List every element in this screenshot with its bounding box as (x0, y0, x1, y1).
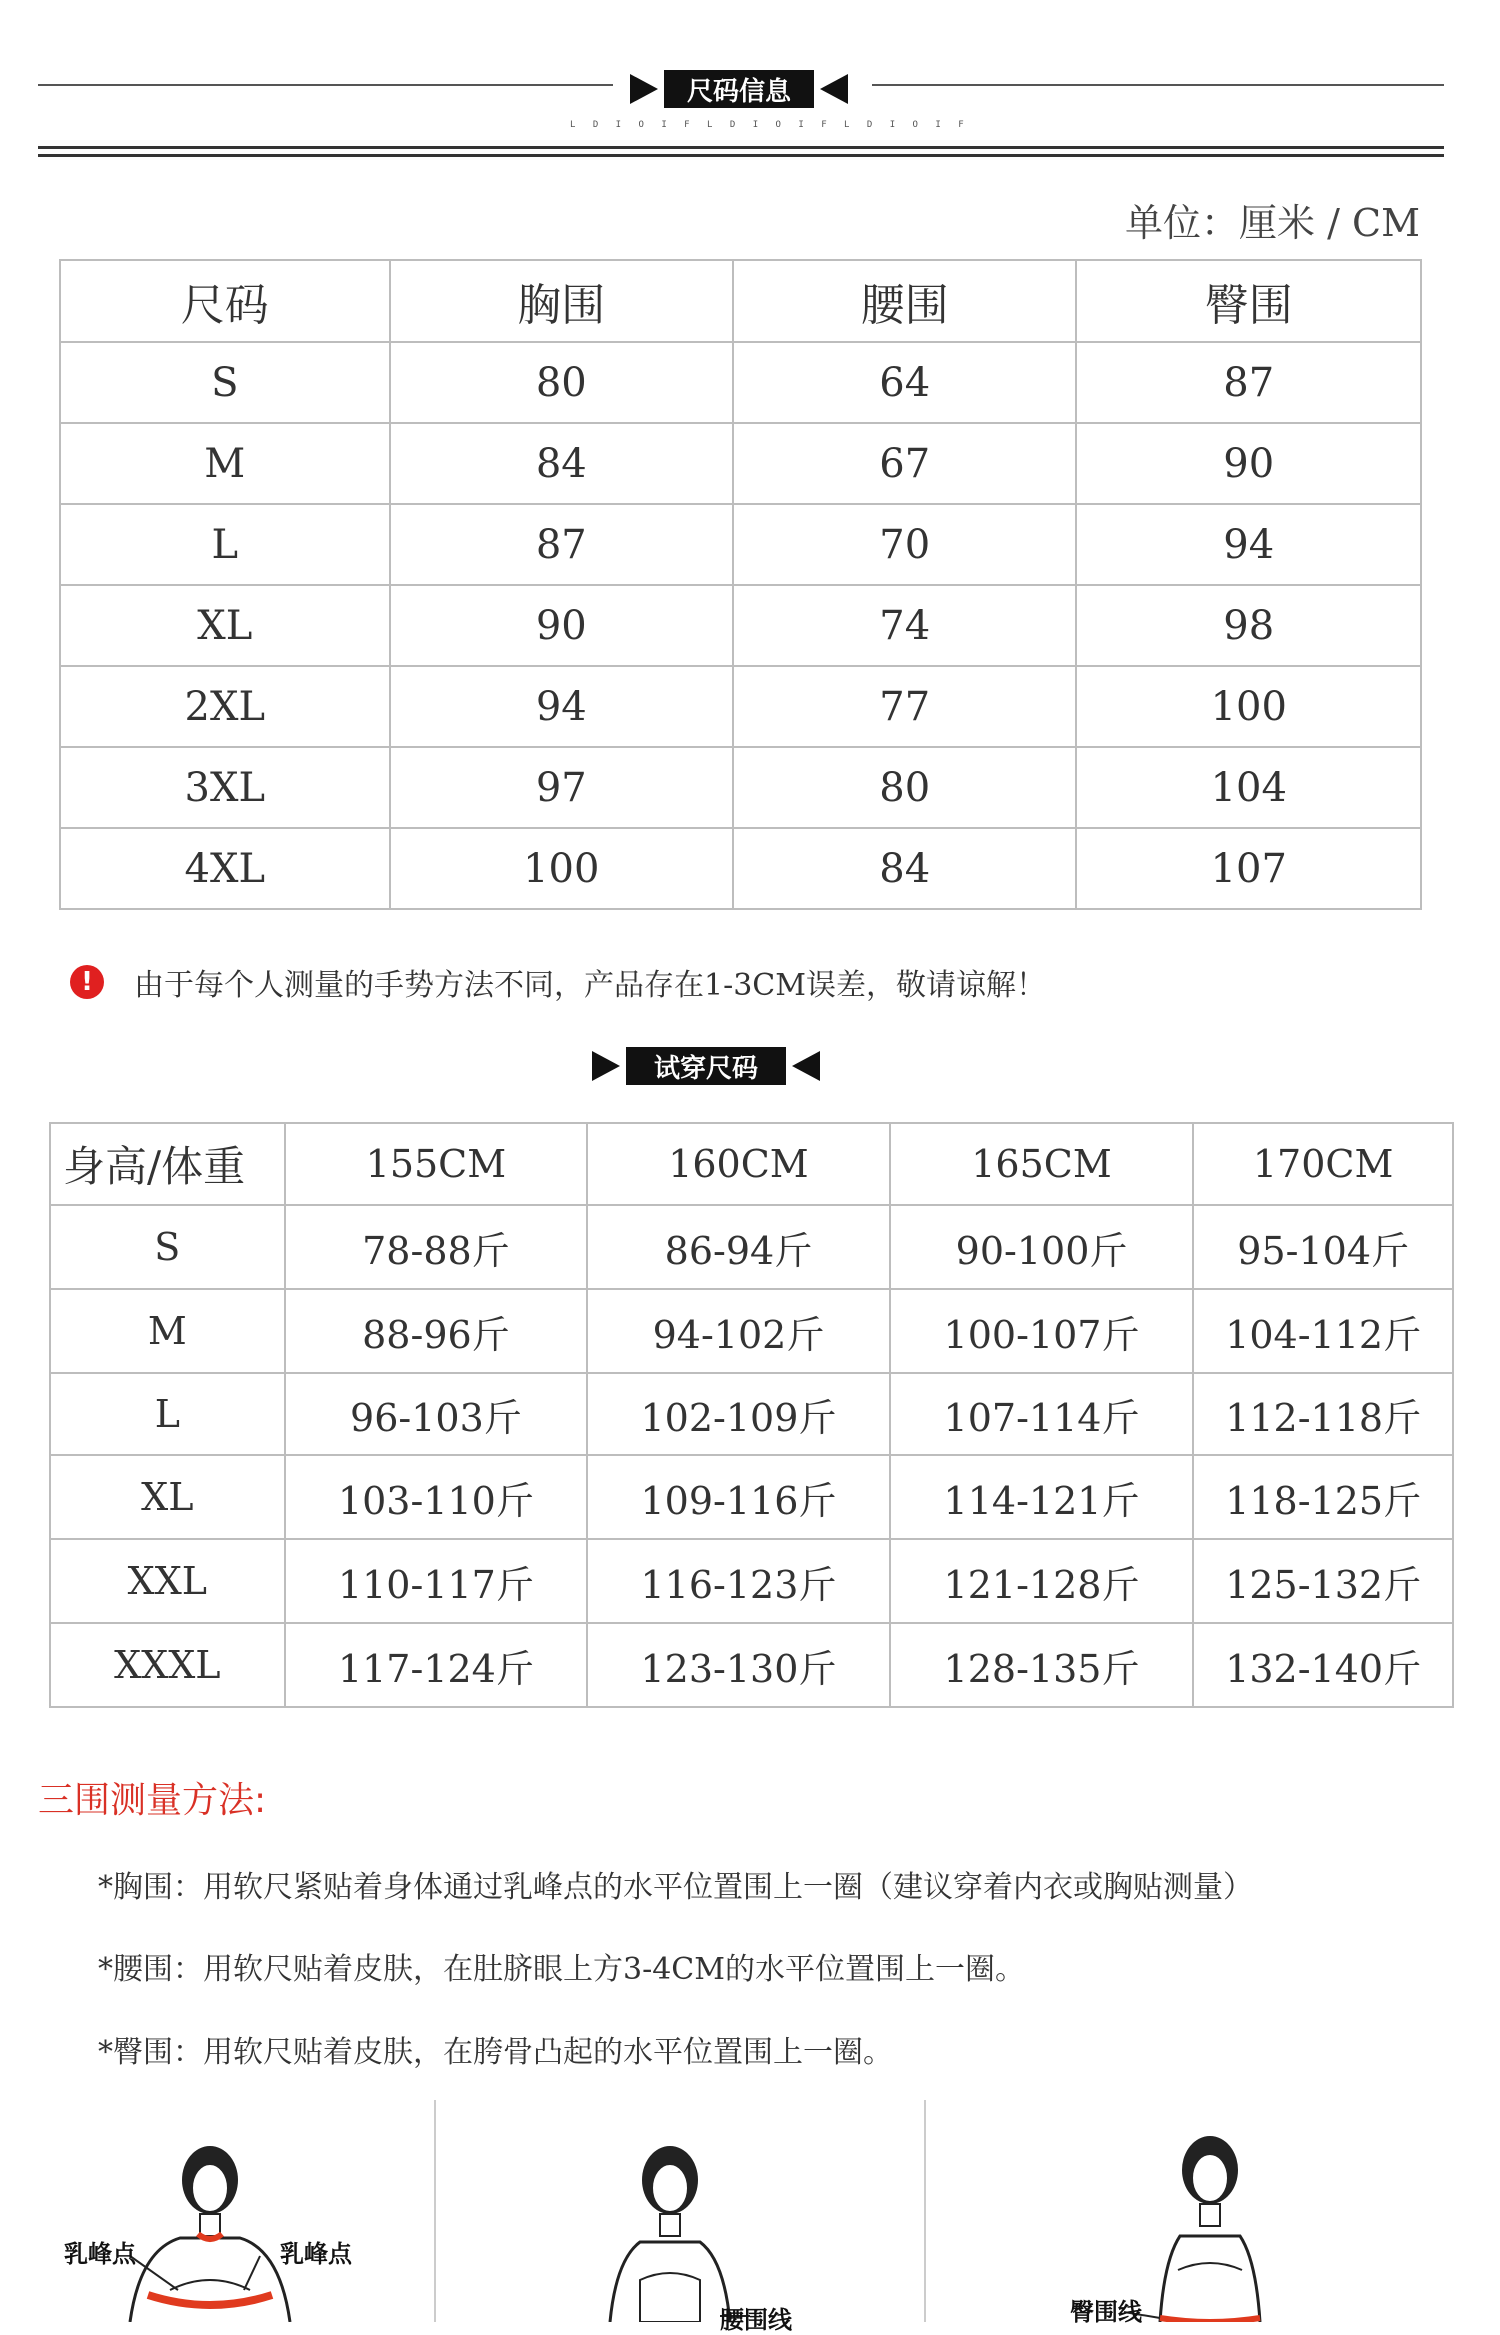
exclamation-circle-icon: ! (70, 965, 104, 999)
table-cell: S (50, 1205, 285, 1289)
table-cell: 97 (390, 747, 734, 828)
header-cell: 臀围 (1076, 260, 1421, 342)
table-cell: 88-96斤 (285, 1289, 588, 1373)
banner-arrow-left-icon (592, 1051, 620, 1081)
table-row (60, 747, 1421, 828)
figure-divider (434, 2100, 436, 2322)
table-cell: 86-94斤 (587, 1205, 890, 1289)
fit-table-header (50, 1123, 1453, 1205)
table-cell: 109-116斤 (587, 1455, 890, 1539)
fit-size-title: 试穿尺码 (626, 1047, 786, 1085)
table-cell: 90 (1076, 423, 1421, 504)
table-row (60, 666, 1421, 747)
table-cell: 116-123斤 (587, 1539, 890, 1623)
table-cell: 77 (733, 666, 1076, 747)
banner-decor-text: L D I O I F L D I O I F L D I O I F (570, 120, 970, 130)
table-cell: 114-121斤 (890, 1455, 1194, 1539)
table-cell: 100 (1076, 666, 1421, 747)
size-info-title: 尺码信息 (664, 70, 814, 108)
table-row (60, 342, 1421, 423)
table-cell: 80 (733, 747, 1076, 828)
measurement-note (70, 960, 1046, 1004)
waist-line-label: 腰围线 (720, 2306, 792, 2334)
size-table (59, 259, 1422, 910)
table-cell: 80 (390, 342, 734, 423)
table-cell: 84 (390, 423, 734, 504)
double-rule-bottom (38, 154, 1444, 157)
table-cell: 67 (733, 423, 1076, 504)
table-cell: XL (60, 585, 390, 666)
measure-line-waist: *腰围：用软尺贴着皮肤，在肚脐眼上方3-4CM的水平位置围上一圈。 (98, 1952, 1025, 1987)
table-cell: 94 (390, 666, 734, 747)
table-cell: 107-114斤 (890, 1373, 1194, 1455)
measure-line-hip: *臀围：用软尺贴着皮肤，在胯骨凸起的水平位置围上一圈。 (98, 2035, 893, 2070)
table-cell: 125-132斤 (1193, 1539, 1453, 1623)
table-cell: M (60, 423, 390, 504)
table-cell: 104-112斤 (1193, 1289, 1453, 1373)
measurement-note-text: 由于每个人测量的手势方法不同，产品存在1-3CM误差，敬请谅解！ (134, 968, 1046, 1003)
fit-size-banner (592, 1047, 820, 1085)
table-cell: 70 (733, 504, 1076, 585)
table-cell: L (60, 504, 390, 585)
bust-point-label-left: 乳峰点 (64, 2240, 136, 2268)
table-row (60, 504, 1421, 585)
table-cell: 4XL (60, 828, 390, 909)
table-cell: XXXL (50, 1623, 285, 1707)
figure-divider (924, 2100, 926, 2322)
header-cell: 身高/体重 (50, 1123, 285, 1205)
double-rule-top (38, 146, 1444, 149)
table-cell: 100 (390, 828, 734, 909)
table-cell: 107 (1076, 828, 1421, 909)
table-cell: 87 (1076, 342, 1421, 423)
table-cell: 74 (733, 585, 1076, 666)
table-row (50, 1289, 1453, 1373)
table-row (50, 1455, 1453, 1539)
table-row (50, 1373, 1453, 1455)
table-cell: 121-128斤 (890, 1539, 1194, 1623)
header-cell: 170CM (1193, 1123, 1453, 1205)
table-cell: 102-109斤 (587, 1373, 890, 1455)
table-cell: 90 (390, 585, 734, 666)
size-info-banner (630, 70, 848, 108)
unit-label: 单位：厘米 / CM (1125, 201, 1420, 245)
waist-figure-illustration (560, 2130, 820, 2322)
table-cell: 104 (1076, 747, 1421, 828)
table-cell: L (50, 1373, 285, 1455)
banner-arrow-left-icon (630, 74, 658, 104)
table-cell: 117-124斤 (285, 1623, 588, 1707)
table-cell: 123-130斤 (587, 1623, 890, 1707)
table-row (50, 1623, 1453, 1707)
header-cell: 155CM (285, 1123, 588, 1205)
table-cell: 100-107斤 (890, 1289, 1194, 1373)
table-cell: S (60, 342, 390, 423)
header-cell: 160CM (587, 1123, 890, 1205)
table-cell: 87 (390, 504, 734, 585)
table-row (60, 828, 1421, 909)
table-row (60, 423, 1421, 504)
table-cell: XL (50, 1455, 285, 1539)
table-cell: 132-140斤 (1193, 1623, 1453, 1707)
table-row (60, 585, 1421, 666)
bust-figure-illustration (60, 2130, 390, 2322)
table-cell: 103-110斤 (285, 1455, 588, 1539)
header-cell: 胸围 (390, 260, 734, 342)
table-cell: 95-104斤 (1193, 1205, 1453, 1289)
table-cell: 118-125斤 (1193, 1455, 1453, 1539)
size-table-header (60, 260, 1421, 342)
table-cell: M (50, 1289, 285, 1373)
table-cell: 110-117斤 (285, 1539, 588, 1623)
banner-arrow-right-icon (820, 74, 848, 104)
bust-point-label-right: 乳峰点 (280, 2240, 352, 2268)
table-row (50, 1205, 1453, 1289)
table-cell: 3XL (60, 747, 390, 828)
table-cell: 90-100斤 (890, 1205, 1194, 1289)
table-cell: 98 (1076, 585, 1421, 666)
table-cell: 78-88斤 (285, 1205, 588, 1289)
banner-line-right (872, 84, 1444, 86)
hip-line-label: 臀围线 (1070, 2298, 1142, 2326)
header-cell: 165CM (890, 1123, 1194, 1205)
header-cell: 尺码 (60, 260, 390, 342)
table-cell: 128-135斤 (890, 1623, 1194, 1707)
measure-line-bust: *胸围：用软尺紧贴着身体通过乳峰点的水平位置围上一圈（建议穿着内衣或胸贴测量） (98, 1870, 1253, 1905)
measure-method-title: 三围测量方法: (38, 1780, 267, 1821)
banner-line-left (38, 84, 613, 86)
table-cell: 112-118斤 (1193, 1373, 1453, 1455)
table-cell: 84 (733, 828, 1076, 909)
header-cell: 腰围 (733, 260, 1076, 342)
table-cell: 64 (733, 342, 1076, 423)
table-row (50, 1539, 1453, 1623)
fit-size-table (49, 1122, 1454, 1708)
table-cell: XXL (50, 1539, 285, 1623)
table-cell: 94-102斤 (587, 1289, 890, 1373)
table-cell: 2XL (60, 666, 390, 747)
banner-arrow-right-icon (792, 1051, 820, 1081)
table-cell: 94 (1076, 504, 1421, 585)
table-cell: 96-103斤 (285, 1373, 588, 1455)
